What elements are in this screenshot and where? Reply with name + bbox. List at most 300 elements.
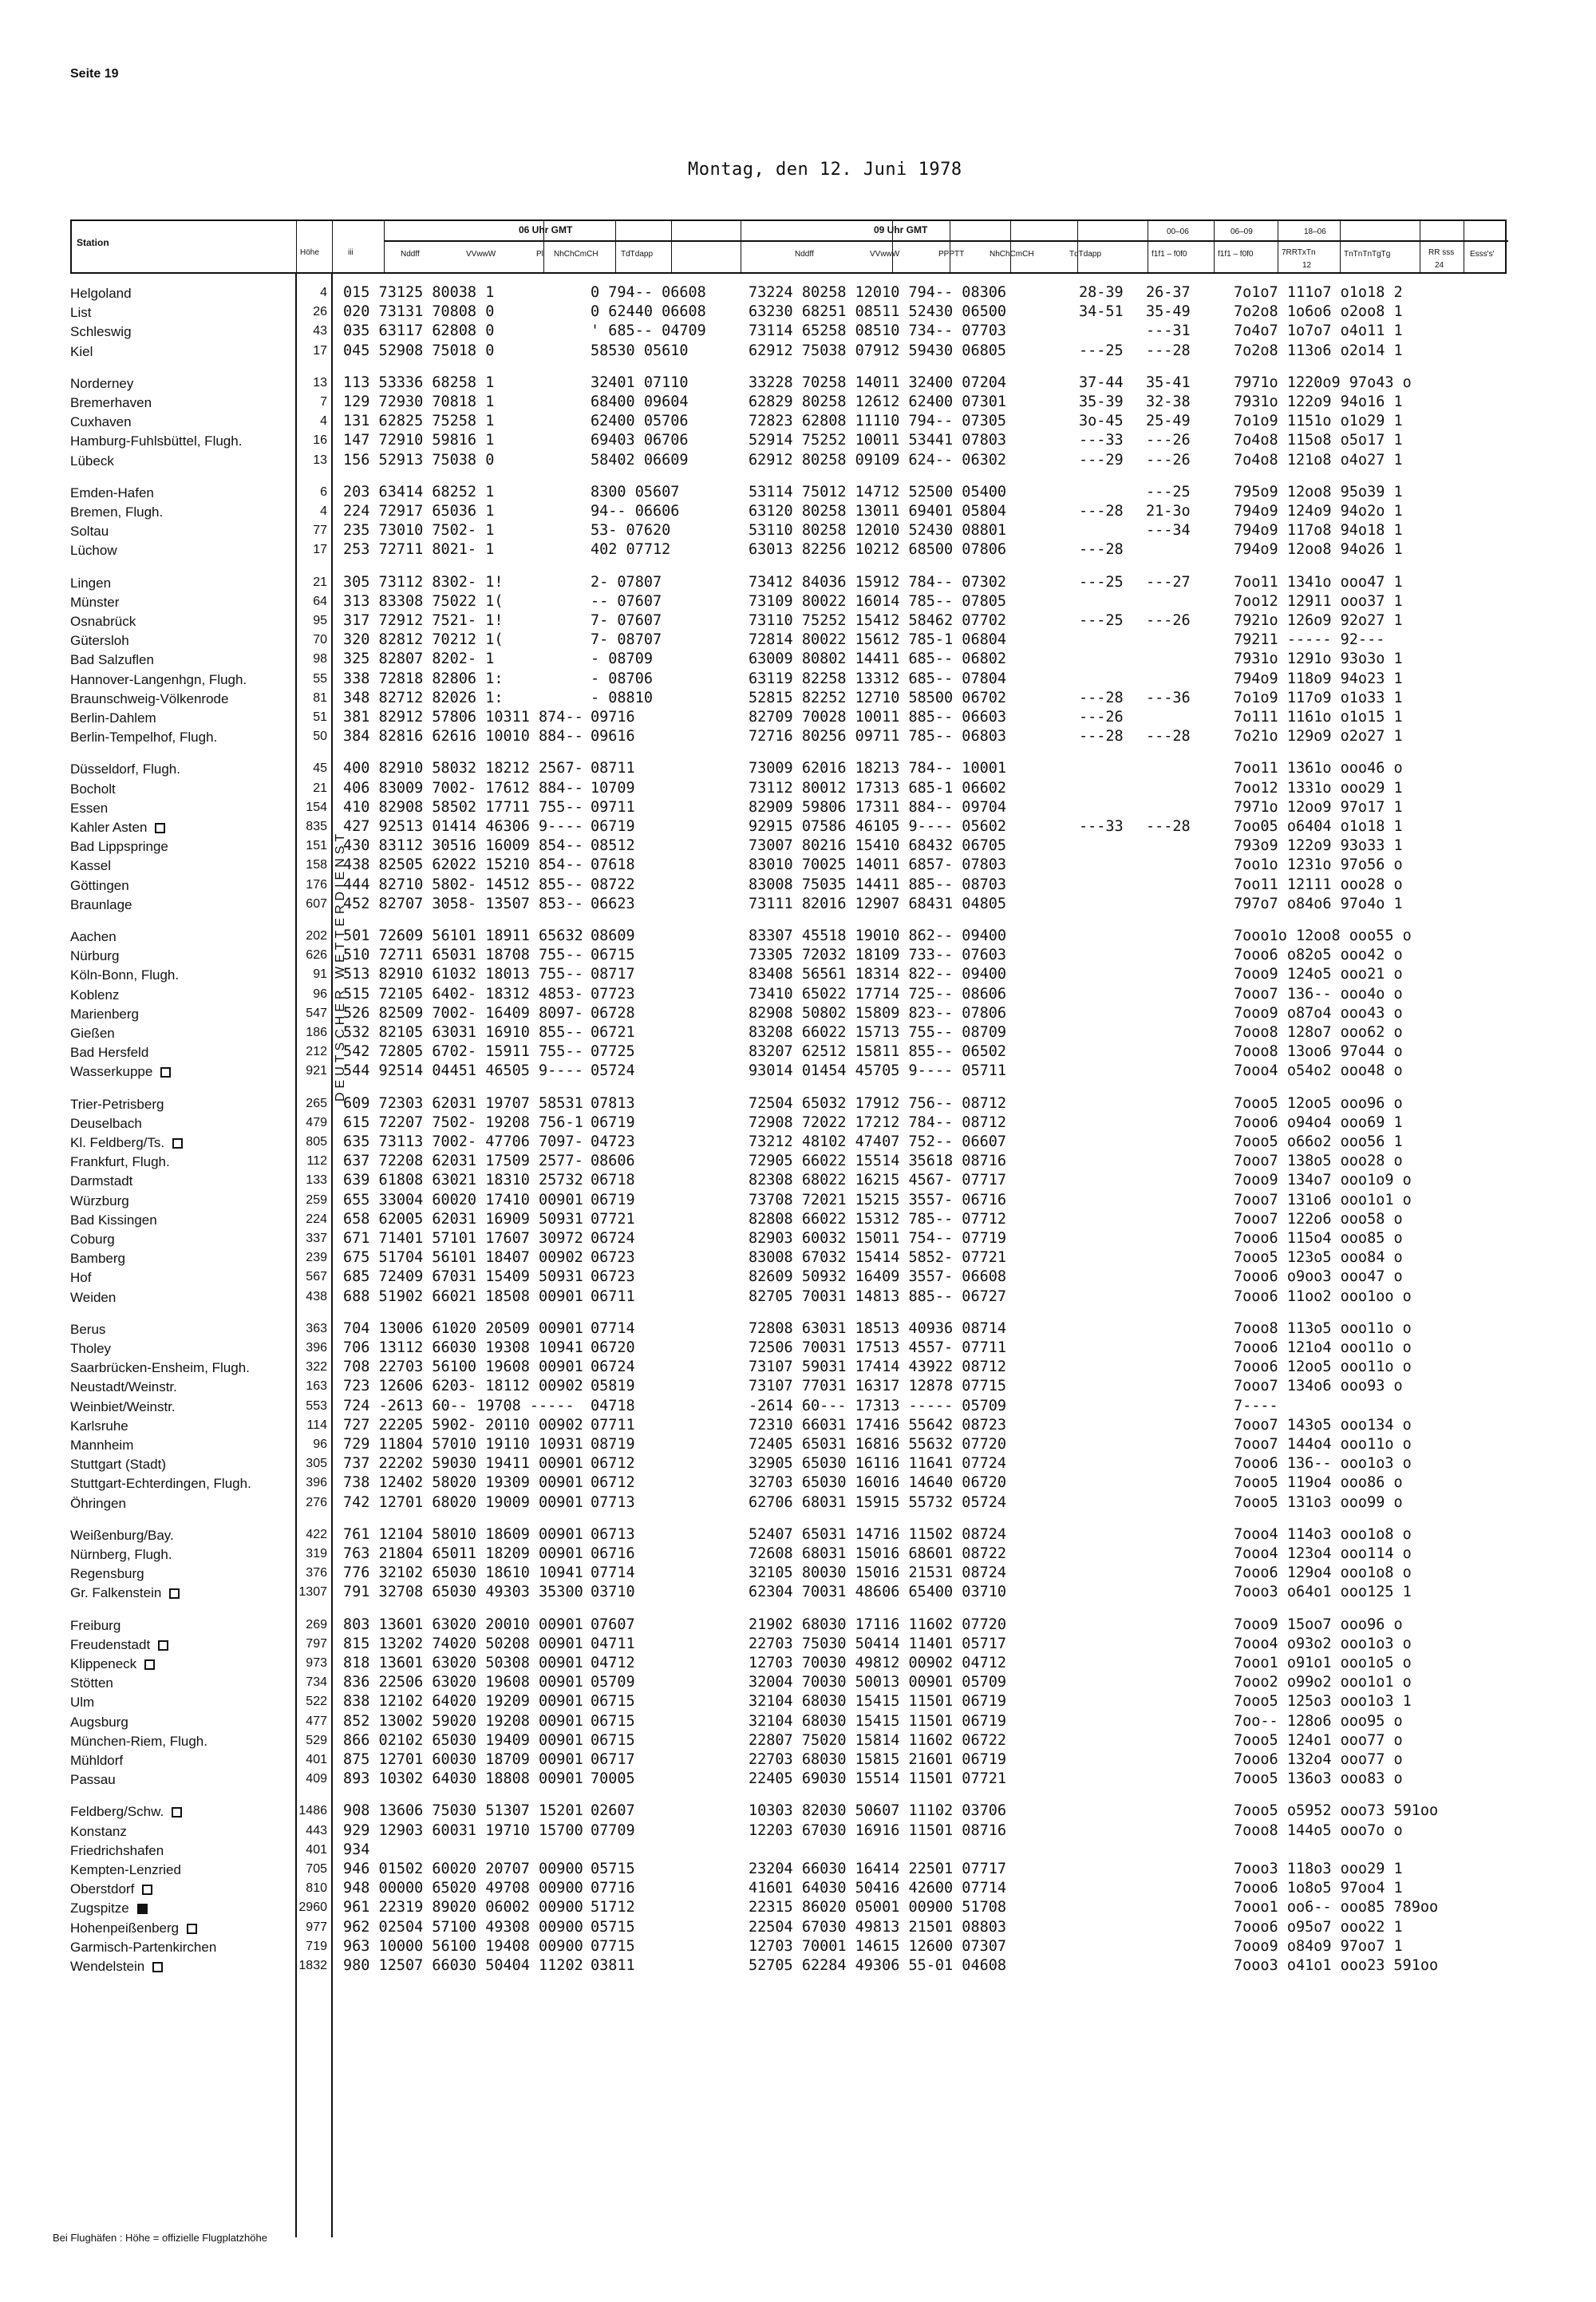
obs-1806: 797o7 o84o6 97o4o 1 (1234, 895, 1403, 912)
station-name (70, 1399, 176, 1415)
obs-09: 53114 75012 14712 52500 05400 (749, 483, 1007, 500)
obs-09: 63013 82256 10212 68500 07806 (749, 541, 1007, 559)
obs-06-tail: 10709 (591, 779, 635, 797)
obs-06-main: 532 82105 63031 16910 855-- (343, 1024, 583, 1041)
obs-1806: 7ooo7 136-- ooo4o o (1234, 985, 1403, 1003)
obs-06-tail: 62400 05706 (591, 413, 689, 430)
station-name (70, 1270, 91, 1286)
station-name (70, 1547, 172, 1563)
obs-09: 82709 70028 10011 885-- 06603 (749, 709, 1007, 726)
obs-1806: 7ooo7 138o5 ooo28 o (1234, 1153, 1403, 1170)
range-0609: 32-38 (1146, 394, 1191, 410)
station-label: Passau (70, 1772, 116, 1788)
obs-06-main: 635 73113 7002- 47706 7097- (343, 1133, 583, 1150)
f4-header: TnTnTnTgTg (1344, 250, 1391, 259)
obs-1806: 7921o 126o9 92o27 1 (1234, 612, 1403, 629)
obs-06-tail: 402 07712 (591, 541, 671, 559)
station-label: Berlin-Tempelhof, Flugh. (70, 730, 218, 746)
obs-1806: 7ooo9 15oo7 ooo96 o (1234, 1616, 1403, 1633)
station-label: Braunlage (70, 896, 132, 912)
station-height: 95 (313, 614, 327, 627)
obs-06-main: 235 73010 7502- 1 (343, 522, 495, 540)
station-height: 438 (306, 1289, 327, 1303)
station-label: Köln-Bonn, Flugh. (70, 967, 180, 983)
station-height: 797 (306, 1636, 327, 1651)
station-name (70, 633, 129, 649)
range-0006: ---25 (1079, 342, 1124, 359)
obs-06-main: 406 83009 7002- 17612 884-- (343, 779, 583, 797)
obs-09: 83207 62512 15811 855-- 06502 (749, 1043, 1007, 1061)
obs-06-tail: -- 07607 (591, 592, 662, 610)
station-label: Würzburg (70, 1193, 129, 1208)
nddff-header-09: Nddff (795, 250, 814, 259)
station-name (70, 504, 163, 520)
obs-06-tail: 7- 08707 (591, 631, 662, 649)
obs-06-tail: - 08706 (591, 670, 653, 687)
obs-1806: 7ooo1o 12oo8 ooo55 o (1234, 928, 1412, 944)
obs-06-main: 384 82816 62616 10010 884-- (343, 728, 583, 746)
range-0006: ---28 (1079, 503, 1124, 520)
station-height: 4 (320, 414, 327, 429)
obs-06-main: 961 22319 89020 06002 00900 (343, 1899, 583, 1916)
obs-1806: 7o111 1161o o1o15 1 (1234, 709, 1403, 726)
obs-06-tail: 70005 (591, 1770, 635, 1788)
station-height: 13 (313, 375, 327, 390)
station-height: 176 (306, 877, 327, 892)
station-name (70, 1026, 115, 1042)
station-label: Kassel (70, 858, 112, 874)
station-name (70, 433, 242, 449)
range-0006: ---25 (1079, 573, 1124, 591)
obs-06-tail: 68400 09604 (591, 394, 689, 410)
obs-06-main: 908 13606 75030 51307 15201 (343, 1802, 583, 1820)
obs-1806: 7ooo8 113o5 ooo11o o (1234, 1319, 1412, 1337)
obs-1806: 7ooo9 124o5 ooo21 o (1234, 966, 1403, 983)
obs-1806: 7ooo6 132o4 ooo77 o (1234, 1751, 1403, 1768)
nch-header-06: NhChCmCH (554, 250, 598, 259)
station-label: Coburg (70, 1232, 115, 1247)
station-name (70, 1290, 116, 1306)
station-name (70, 1154, 170, 1170)
obs-06-main: 852 13002 59020 19208 00901 (343, 1712, 583, 1730)
station-name (70, 948, 119, 964)
station-height: 973 (306, 1656, 327, 1670)
header-09gmt: 09 Uhr GMT (874, 224, 928, 235)
station-name (70, 1476, 251, 1492)
obs-1806: 7ooo3 o64o1 ooo125 1 (1234, 1584, 1412, 1601)
open-square-icon (187, 1924, 197, 1934)
obs-06-main: 113 53336 68258 1 (343, 374, 495, 391)
station-name (70, 1772, 116, 1788)
obs-1806: 7ooo9 o87o4 ooo43 o (1234, 1004, 1403, 1022)
nddff-header-06: Nddff (401, 250, 420, 259)
obs-06-main: 729 11804 57010 19110 10931 (343, 1436, 583, 1453)
obs-09: 73007 80216 15410 68432 06705 (749, 837, 1007, 855)
obs-06-main: 501 72609 56101 18911 65632 (343, 928, 583, 944)
obs-06-main: 761 12104 58010 18609 00901 (343, 1525, 583, 1543)
open-square-icon (172, 1138, 183, 1149)
obs-06-main: 815 13202 74020 50208 00901 (343, 1635, 583, 1652)
station-name (70, 1438, 133, 1454)
obs-09: 73410 65022 17714 725-- 08606 (749, 985, 1007, 1003)
station-height: 322 (306, 1360, 327, 1374)
obs-09: 62912 80258 09109 624-- 06302 (749, 451, 1007, 469)
obs-06-main: 438 82505 62022 15210 854-- (343, 856, 583, 874)
obs-1806: 7ooo6 129o4 ooo1o8 o (1234, 1564, 1412, 1582)
station-name (70, 878, 129, 894)
range-0609: ---25 (1146, 483, 1191, 500)
station-height: 17 (313, 343, 327, 358)
station-label: Stuttgart (Stadt) (70, 1457, 166, 1473)
obs-06-main: 320 82812 70212 1( (343, 631, 504, 649)
obs-06-main: 706 13112 66030 19308 10941 (343, 1339, 583, 1356)
obs-09: -2614 60--- 17313 ----- 05709 (749, 1397, 1007, 1414)
open-square-icon (142, 1885, 152, 1895)
obs-06-main: 015 73125 80038 1 (343, 284, 495, 301)
hoehe-header: Höhe (300, 248, 319, 257)
obs-09: 33228 70258 14011 32400 07204 (749, 374, 1007, 391)
range-0006: 37-44 (1079, 374, 1124, 391)
obs-1806: 7ooo6 1o8o5 97oo4 1 (1234, 1880, 1403, 1897)
station-height: 265 (306, 1096, 327, 1110)
obs-1806: 7ooo6 11oo2 ooo1oo o (1234, 1287, 1412, 1305)
obs-06-main: 317 72912 7521- 1! (343, 612, 504, 629)
station-height: 133 (306, 1173, 327, 1188)
obs-1806: 7o4o8 121o8 o4o27 1 (1234, 451, 1403, 469)
station-name (70, 524, 109, 540)
obs-09: 32104 68030 15415 11501 06719 (749, 1712, 1007, 1730)
open-square-icon (169, 1588, 180, 1599)
obs-06-tail: 53- 07620 (591, 522, 671, 540)
obs-06-tail: 04712 (591, 1655, 635, 1671)
obs-06-main: 381 82912 57806 10311 874-- (343, 709, 583, 726)
station-name (70, 1135, 183, 1151)
obs-09: 72310 66031 17416 55642 08723 (749, 1416, 1007, 1434)
range-0006: ---33 (1079, 432, 1124, 449)
obs-09: 12703 70030 49812 00902 04712 (749, 1655, 1007, 1671)
obs-06-tail: 05709 (591, 1674, 635, 1691)
station-label: Lüchow (70, 543, 117, 559)
obs-1806: 7971o 12oo9 97o17 1 (1234, 798, 1403, 816)
obs-09: 52914 75252 10011 53441 07803 (749, 432, 1007, 449)
obs-06-tail: 06724 (591, 1359, 635, 1376)
obs-06-tail: 09616 (591, 728, 635, 746)
vertical-label: DEUTSCHER WETTERDIENST (334, 829, 347, 1102)
station-height: 607 (306, 896, 327, 911)
station-label: Soltau (70, 524, 109, 540)
open-square-icon (144, 1659, 155, 1670)
station-label: Düsseldorf, Flugh. (70, 761, 180, 777)
station-height: 51 (313, 710, 327, 724)
station-label: Wasserkuppe (70, 1064, 153, 1080)
station-height: 337 (306, 1232, 327, 1245)
station-name (70, 730, 217, 746)
station-name (70, 1457, 166, 1473)
station-height: 401 (306, 1842, 327, 1857)
station-name (70, 286, 132, 302)
obs-09: 73708 72021 15215 3557- 06716 (749, 1191, 1007, 1208)
obs-09: 63119 82258 13312 685-- 07804 (749, 670, 1007, 687)
station-name (70, 543, 117, 559)
station-label: Friedrichshafen (70, 1842, 164, 1858)
station-height: 363 (306, 1321, 327, 1335)
obs-06-main: 526 82509 7002- 16409 8097- (343, 1004, 583, 1022)
station-name (70, 1341, 111, 1357)
station-label: Schleswig (70, 324, 132, 340)
station-name (70, 1675, 113, 1691)
obs-06-main: 934 (343, 1841, 370, 1858)
table-header (70, 220, 1507, 274)
obs-1806: 7ooo5 136o3 ooo83 o (1234, 1770, 1403, 1788)
obs-1806: 7ooo6 115o4 ooo85 o (1234, 1230, 1403, 1247)
obs-06-tail: 07618 (591, 856, 635, 874)
station-height: 70 (313, 633, 327, 647)
obs-09: 73114 65258 08510 734-- 07703 (749, 322, 1007, 340)
station-name (70, 929, 117, 945)
station-height: 477 (306, 1714, 327, 1728)
obs-1806: 7ooo5 123o5 ooo84 o (1234, 1249, 1403, 1267)
station-height: 96 (313, 987, 327, 1001)
obs-1806: 7o4o8 115o8 o5o17 1 (1234, 432, 1403, 449)
obs-06-main: 946 01502 60020 20707 00900 (343, 1861, 583, 1877)
obs-1806: 7ooo7 134o6 ooo93 o (1234, 1378, 1403, 1395)
station-label: Weißenburg/Bay. (70, 1527, 174, 1543)
station-name (70, 1360, 250, 1376)
station-label: Freiburg (70, 1617, 121, 1633)
station-label: Kl. Feldberg/Ts. (70, 1135, 165, 1150)
station-height: 154 (306, 800, 327, 814)
obs-09: 83408 56561 18314 822-- 09400 (749, 966, 1007, 983)
station-label: Norderney (70, 375, 134, 391)
obs-06-main: 045 52908 75018 0 (343, 342, 495, 359)
obs-06-main: 723 12606 6203- 18112 00902 (343, 1378, 583, 1395)
obs-06-main: 875 12701 60030 18709 00901 (343, 1751, 583, 1768)
station-label: Stötten (70, 1675, 113, 1691)
station-label: Mühldorf (70, 1753, 124, 1768)
obs-06-tail: 06723 (591, 1268, 635, 1286)
obs-1806: 795o9 12oo8 95o39 1 (1234, 483, 1403, 500)
f3-sub: 12 (1302, 261, 1312, 270)
station-label: Weinbiet/Weinstr. (70, 1398, 176, 1414)
obs-1806: 7oo11 1361o ooo46 o (1234, 760, 1403, 777)
station-label: Nürburg (70, 948, 120, 964)
station-height: 55 (313, 671, 327, 686)
station-label: Hohenpeißenberg (70, 1920, 180, 1936)
station-label: Kiel (70, 343, 93, 359)
obs-06-main: 838 12102 64020 19209 00901 (343, 1693, 583, 1711)
obs-1806: 7oo11 1341o ooo47 1 (1234, 573, 1403, 591)
obs-06-tail: 0 62440 06608 (591, 303, 706, 321)
obs-09: 63120 80258 13011 69401 05804 (749, 503, 1007, 520)
station-name (70, 1753, 123, 1769)
obs-1806: 7oo-- 128o6 ooo95 o (1234, 1712, 1403, 1730)
station-label: Frankfurt, Flugh. (70, 1154, 170, 1170)
station-name (70, 1097, 164, 1113)
station-label: Hannover-Langenhgn, Flugh. (70, 671, 247, 687)
station-name (70, 691, 228, 707)
station-name (70, 1656, 155, 1672)
obs-09: 73109 80022 16014 785-- 07805 (749, 592, 1007, 610)
station-label: Stuttgart-Echterdingen, Flugh. (70, 1476, 251, 1492)
range-0609: ---26 (1146, 451, 1191, 469)
obs-06-main: 542 72805 6702- 15911 755-- (343, 1043, 583, 1061)
station-label: Ulm (70, 1695, 95, 1711)
range-0609: 35-49 (1146, 303, 1191, 321)
obs-09: 10303 82030 50607 11102 03706 (749, 1802, 1007, 1820)
obs-1806: 7ooo6 o82o5 ooo42 o (1234, 947, 1403, 964)
station-height: 4 (320, 504, 327, 518)
obs-06-main: 035 63117 62808 0 (343, 322, 495, 340)
range-0609: ---34 (1146, 522, 1191, 540)
station-header: Station (77, 237, 109, 248)
station-name (70, 1881, 152, 1897)
station-label: Bad Salzuflen (70, 652, 154, 668)
station-label: Deuselbach (70, 1115, 142, 1131)
filled-square-icon (137, 1904, 148, 1914)
obs-06-main: 818 13601 63020 50308 00901 (343, 1655, 583, 1671)
obs-06-main: 685 72409 67031 15409 50931 (343, 1268, 583, 1286)
station-name (70, 1007, 139, 1022)
obs-09: 72814 80022 15612 785-1 06804 (749, 631, 1007, 649)
obs-06-tail: 07721 (591, 1210, 635, 1228)
station-name (70, 987, 119, 1003)
range-0609: ---26 (1146, 612, 1191, 629)
obs-09: 82308 68022 16215 4567- 07717 (749, 1172, 1007, 1189)
obs-09: 93014 01454 45705 9---- 05711 (749, 1062, 1007, 1080)
c1806-header: 18–06 (1304, 227, 1326, 236)
station-height: 401 (306, 1753, 327, 1766)
obs-06-main: 156 52913 75038 0 (343, 451, 495, 469)
obs-06-main: 763 21804 65011 18209 00901 (343, 1545, 583, 1562)
station-height: 567 (306, 1270, 327, 1284)
obs-1806: 7ooo4 114o3 ooo1o8 o (1234, 1525, 1412, 1543)
station-height: 734 (306, 1675, 327, 1690)
station-label: Bremerhaven (70, 395, 152, 410)
range-0609: ---28 (1146, 728, 1191, 746)
station-name (70, 710, 156, 726)
obs-1806: 7o21o 129o9 o2o27 1 (1234, 728, 1403, 746)
station-name (70, 376, 133, 392)
station-height: 202 (306, 929, 327, 943)
station-label: Münster (70, 594, 120, 610)
range-0006: ---26 (1079, 709, 1124, 726)
station-label: Zugspitze (70, 1901, 129, 1916)
range-0006: ---28 (1079, 689, 1124, 706)
obs-06-tail: 58530 05610 (591, 342, 689, 359)
obs-06-main: 866 02102 65030 19409 00901 (343, 1731, 583, 1749)
obs-06-tail: 08717 (591, 966, 635, 983)
station-height: 422 (306, 1527, 327, 1541)
station-label: Berus (70, 1321, 106, 1337)
obs-1806: 7ooo6 12oo5 ooo11o o (1234, 1359, 1412, 1376)
obs-09: 83008 67032 15414 5852- 07721 (749, 1249, 1007, 1267)
station-label: Tholey (70, 1341, 112, 1356)
obs-06-main: 776 32102 65030 18610 10941 (343, 1564, 583, 1582)
nch-header-09: NhChCmCH (990, 250, 1034, 259)
obs-09: 12203 67030 16916 11501 08716 (749, 1821, 1007, 1839)
station-height: 719 (306, 1939, 327, 1953)
range-0609: ---26 (1146, 432, 1191, 449)
obs-1806: 793o9 122o9 93o33 1 (1234, 837, 1403, 855)
obs-06-main: 131 62825 75258 1 (343, 413, 495, 430)
station-label: Aachen (70, 929, 117, 944)
station-name (70, 1173, 132, 1189)
station-label: Konstanz (70, 1823, 127, 1839)
obs-06-main: 515 72105 6402- 18312 4853- (343, 985, 583, 1003)
obs-1806: 79211 ----- 92--- (1234, 631, 1385, 649)
obs-09: 83010 70025 14011 6857- 07803 (749, 856, 1007, 874)
station-height: 921 (306, 1064, 327, 1078)
open-square-icon (158, 1640, 168, 1651)
station-height: 114 (306, 1418, 327, 1432)
rule-hoehe (331, 274, 333, 2237)
station-height: 26 (313, 305, 327, 319)
obs-09: 73305 72032 18109 733-- 07603 (749, 947, 1007, 964)
obs-06-tail: 07723 (591, 985, 635, 1003)
station-label: Lübeck (70, 453, 114, 469)
obs-06-main: 738 12402 58020 19309 00901 (343, 1474, 583, 1492)
station-height: 13 (313, 453, 327, 467)
obs-09: 72506 70031 17513 4557- 07711 (749, 1339, 1007, 1356)
station-height: 805 (306, 1135, 327, 1149)
f1-header: f1f1 – f0f0 (1152, 250, 1187, 259)
station-height: 2960 (298, 1901, 327, 1915)
f5-header: RR sss (1428, 248, 1455, 257)
obs-06-main: 615 72207 7502- 19208 756-1 (343, 1113, 583, 1131)
obs-06-main: 727 22205 5902- 20110 00902 (343, 1416, 583, 1434)
station-name (70, 595, 119, 611)
obs-09: 52815 82252 12710 58500 06702 (749, 689, 1007, 706)
obs-06-tail: 06715 (591, 1712, 635, 1730)
station-height: 163 (306, 1379, 327, 1394)
obs-06-tail: ' 685-- 04709 (591, 322, 706, 340)
pppp-header-09: PPPTT (938, 250, 965, 259)
station-height: 626 (306, 948, 327, 963)
obs-1806: 7ooo5 o66o2 ooo56 1 (1234, 1133, 1403, 1150)
obs-06-main: 639 61808 63021 18310 25732 (343, 1172, 583, 1189)
station-height: 212 (306, 1045, 327, 1059)
page-title: Montag, den 12. Juni 1978 (688, 160, 962, 180)
range-0609: 35-41 (1146, 374, 1191, 391)
range-0006: 35-39 (1079, 394, 1124, 410)
obs-09: 32905 65030 16116 11641 07724 (749, 1455, 1007, 1473)
station-name (70, 1496, 126, 1512)
station-label: Gütersloh (70, 633, 129, 649)
obs-06-main: 893 10302 64030 18808 00901 (343, 1770, 583, 1788)
obs-06-main: 803 13601 63020 20010 00901 (343, 1616, 583, 1633)
obs-06-tail: 06712 (591, 1455, 635, 1473)
station-height: 7 (320, 395, 327, 409)
station-label: Saarbrücken-Ensheim, Flugh. (70, 1360, 250, 1376)
open-square-icon (172, 1807, 182, 1817)
obs-06-tail: 06716 (591, 1545, 635, 1562)
station-height: 479 (306, 1115, 327, 1129)
obs-06-main: 948 00000 65020 49708 00900 (343, 1880, 583, 1897)
f3-header: 7RRTxTn (1282, 248, 1316, 257)
station-name (70, 395, 152, 411)
obs-06-main: 338 72818 82806 1: (343, 670, 504, 687)
station-name (70, 1232, 115, 1248)
obs-09: 72905 66022 15514 35618 08716 (749, 1153, 1007, 1170)
station-height: 151 (306, 839, 327, 853)
obs-06-tail: 05724 (591, 1062, 635, 1080)
obs-06-main: 962 02504 57100 49308 00900 (343, 1918, 583, 1936)
station-name (70, 967, 179, 983)
obs-09: 41601 64030 50416 42600 07714 (749, 1880, 1007, 1897)
station-name (70, 1418, 128, 1434)
obs-06-tail: - 08810 (591, 689, 653, 706)
station-name (70, 1940, 216, 1956)
